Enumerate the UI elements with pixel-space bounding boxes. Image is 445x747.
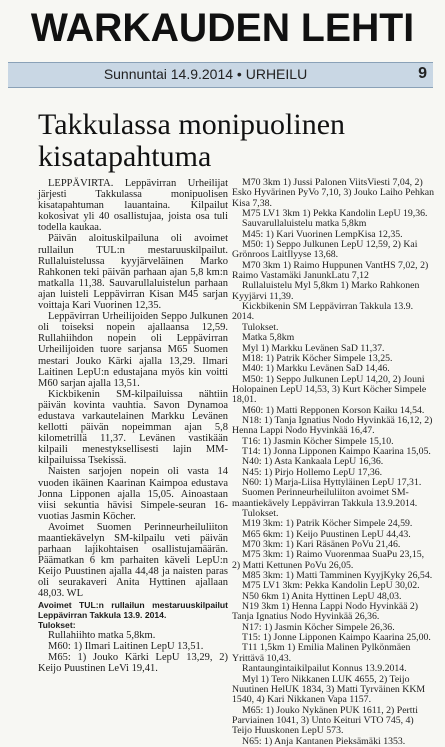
results-line: M50: 1) Seppo Julkunen LepU 14,20, 2) Jouni Holopainen LepU 14,53, 3) Kurt Köcher Simpele 18,01. bbox=[232, 373, 427, 406]
results-line: M18: 1) Patrik Köcher Simpele 13,25. bbox=[242, 352, 393, 364]
results-line: M70 3km 1) Raimo Huppunen VantHS 7,02, 2) Raimo Vastamäki JanunkLatu 7,12 bbox=[232, 259, 429, 282]
results-line: Suomen Perinneurheiluliiton avoimet SM-maantiekävely Leppävirran Takkula 13.9.2014. bbox=[232, 487, 418, 509]
results-line: N65: 1) Anja Kantanen Pieksämäki 1353. bbox=[242, 735, 406, 747]
article-results-column bbox=[232, 178, 434, 747]
results-line: M75 LV1 3km 1) Pekka Kandolin LepU 19,36. bbox=[242, 208, 428, 220]
masthead bbox=[0, 0, 445, 60]
results-line: M65: 1) Jouko Kärki LepU 13,29, 2) Keijo Puustinen LeVi 19,41. bbox=[38, 651, 228, 674]
newspaper-title: WARKAUDEN LEHTI bbox=[30, 6, 415, 50]
dateline-bar bbox=[8, 62, 433, 88]
results-line: T15: 1) Jonne Lipponen Kaimpo Kaarina 25,00. bbox=[242, 632, 431, 644]
results-line: M60: 1) Matti Repponen Korson Kaiku 14,54. bbox=[242, 404, 425, 416]
article-paragraph: LEPPÄVIRTA. Leppävirran Urheilijat järjesti Takkulassa monipuolisen kisatapahtuman lauantaina. Kilpailut kokosivat yli 40 osallistujaa, joista osa tuli todella kaukaa. bbox=[38, 178, 228, 234]
results-line: M60: 1) Ilmari Laitinen LepU 13,51. bbox=[48, 640, 204, 652]
article-left-column bbox=[38, 178, 228, 674]
results-line: Tulokset: bbox=[38, 619, 76, 630]
results-line: M75 3km: 1) Raimo Vuorenmaa SuaPu 23,15, 2) Matti Kettunen PoVu 26,05. bbox=[232, 549, 425, 571]
results-line: Tulokset. bbox=[242, 508, 279, 519]
results-line: T16: 1) Jasmin Köcher Simpele 15,10. bbox=[242, 435, 394, 447]
results-line: Matka 5,8km bbox=[242, 332, 295, 344]
page-number: 9 bbox=[418, 65, 427, 82]
results-line: N50 6km 1) Anita Hyttinen LepU 48,03. bbox=[242, 590, 402, 602]
results-line: M65: 1) Jouko Nykänen PUK 1611, 2) Pertti Parviainen 1041, 3) Unto Keituri VTO 745, 4) Teijo Huuskonen LepU 573. bbox=[232, 704, 418, 737]
article-paragraph: Naisten sarjojen nopein oli vasta 14 vuoden ikäinen Kaarinan Kaimpoa edustava Jonna Lipponen ajalla 15,05. Ainoastaan viisi sekuntia hävisi Simpele-seuran 16-vuotias Jasmin Köcher. bbox=[38, 466, 228, 522]
results-line: M75 LV1 3km: Pekka Kandolin LepU 30,02. bbox=[242, 580, 420, 592]
results-line: M70 3km: 1) Kari Räsänen PoVu 21,46. bbox=[242, 539, 401, 551]
results-line: M85 3km: 1) Matti Tamminen KyyjKyky 26,54. bbox=[242, 570, 433, 582]
results-line: M50: 1) Seppo Julkunen LepU 12,59, 2) Kai Grönroos LaitIlyyse 13,68. bbox=[232, 239, 418, 261]
results-line: N40: 1) Asta Kankaala LepU 16,36. bbox=[242, 456, 384, 468]
results-line: N19 3km 1) Henna Lappi Nodo Hyvinkää 2) Tanja Ignatius Nodo Hyvinkää 26,36. bbox=[232, 601, 419, 623]
results-line: Kickbikenin SM Leppävirran Takkula 13.9. 2014. bbox=[232, 301, 414, 323]
results-line: T11 1,5km 1) Emilia Malinen Pylkönmäen Yrittävä 10,43. bbox=[232, 642, 411, 664]
article-headline bbox=[38, 109, 438, 173]
results-line: Myl 1) Tero Nikkanen LUK 4655, 2) Teijo Nuutinen HelUK 1834, 3) Matti Tyrväinen KKM 1540, 4) Kari Nikkanen Vapa 1157. bbox=[232, 673, 426, 706]
article-paragraph: Avoimet Suomen Perinneurheiluliiton maantiekävelyn SM-kilpailu veti päivän parhaan lajikohtaisen osallistujamäärän. Päämatkan 6 km parhaiten käveli LepU:n Keijo Puustinen ajalla 44,48 ja naisten paras oli seurakaveri Anita Hyttinen ajallaan 48,03. WL bbox=[38, 521, 228, 600]
results-line: M45: 1) Kari Vuorinen LempKisa 12,35. bbox=[242, 228, 403, 240]
article-paragraph: Päivän aloituskilpailuna oli avoimet rullailun TUL:n mestaruuskilpailut. Rullaluistelussa kyyjärveläinen Marko Rahkonen teki päivän parhaan ajan 5,8 km:n matkalla 11,38. Sauvarullaluistelun parhaan ajan luisteli Leppävirran Kisan M45 sarjan voittaja Kari Vuorinen 12,35. bbox=[38, 233, 228, 312]
results-line: M65 6km: 1) Keijo Puustinen LepU 44,43. bbox=[242, 528, 411, 540]
results-line: Rullaluistelu Myl 5,8km 1) Marko Rahkonen Kyyjärvi 11,39. bbox=[232, 280, 420, 302]
results-line: M19 3km: 1) Patrik Köcher Simpele 24,59. bbox=[242, 518, 413, 530]
article-paragraph: Leppävirran Urheilijoiden Seppo Julkunen oli toiseksi nopein ajallaansa 12,59. Rullahiihdon nopein oli Leppävirran Urheilijoiden tuore sarjansa M65 Suomen mestari Jouko Kärki ajalla 13,29. Ilmari Laitinen LepU:n edustajana myös kin voitti M60 sarjan ajalla 13,51. bbox=[38, 311, 228, 389]
results-line: Rantaungintaikilpailut Konnus 13.9.2014. bbox=[242, 663, 407, 675]
results-line: Sauvarullaluistelu matka 5,8km bbox=[242, 218, 367, 230]
article-paragraph: Kickbikenin SM-kilpailuissa nähtiin päivän kovinta vauhtia. Savon Dynamoa edustava varkautelainen Markku Levänen kellotti päivän nopeimman ajan 5,8 kilometrillä 11,37. Levänen vastikään kilpaili menestyksellisesti lajin MM-kilpailuissa Tsekissä. bbox=[38, 388, 228, 467]
results-line: M70 3km 1) Jussi Palonen ViitsViesti 7,04, 2) Esko Hyvärinen PyVo 7,10, 3) Jouko Laiho Pehkan Kisa 7,38. bbox=[232, 177, 434, 209]
results-line: T14: 1) Jonna Lipponen Kaimpo Kaarina 15,05. bbox=[242, 445, 431, 457]
dateline-text: Sunnuntai 14.9.2014 • URHEILU bbox=[103, 66, 308, 82]
results-heading: Avoimet TUL:n rullailun mestaruuskilpailut Leppävirran Takkula 13.9. 2014. bbox=[38, 599, 228, 620]
results-line: N18: 1) Tanja Ignatius Nodo Hyvinkää 16,12, 2) Henna Lappi Nodo Hyvinkää 16,47. bbox=[232, 414, 433, 437]
results-line: N17: 1) Jasmin Köcher Simpele 26,36. bbox=[242, 621, 395, 633]
headline-line-1: Takkulassa monipuolinen bbox=[38, 108, 346, 141]
results-line: Myl 1) Markku Levänen SaD 11,37. bbox=[242, 342, 385, 354]
results-line: N60: 1) Marja-Liisa Hyttyläinen LepU 17,31. bbox=[242, 476, 422, 488]
headline-line-2: kisatapahtuma bbox=[38, 140, 212, 173]
results-line: N45: 1) Pirjo Hollemo LepU 17,36. bbox=[242, 466, 383, 478]
results-line: M40: 1) Markku Levänen SaD 14,46. bbox=[242, 363, 390, 375]
results-line: Rullahiihto matka 5,8km. bbox=[48, 629, 156, 641]
results-line: Tulokset. bbox=[242, 321, 279, 333]
